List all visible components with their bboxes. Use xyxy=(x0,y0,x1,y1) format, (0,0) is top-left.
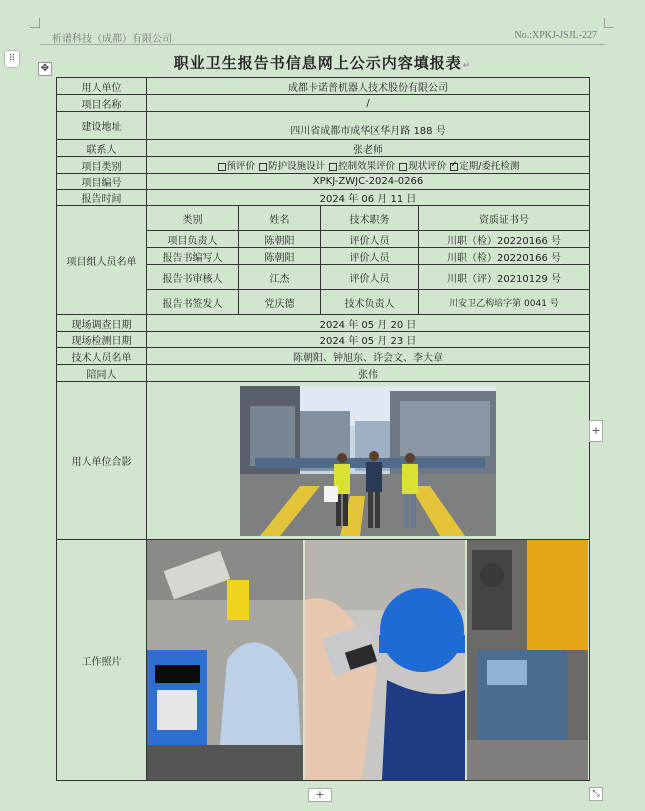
table-row xyxy=(57,112,590,140)
table-row xyxy=(57,382,590,540)
table-row xyxy=(57,315,590,332)
page-title xyxy=(0,52,645,73)
group-photo-label: 用人单位合影 xyxy=(57,382,147,540)
report-time-label: 报告时间 xyxy=(57,190,147,206)
team-cell[interactable]: 江杰 xyxy=(239,265,321,290)
team-cell[interactable]: 川安卫乙构培字第 0041 号 xyxy=(419,290,590,315)
table-resize-icon[interactable]: ⤡ xyxy=(589,787,603,801)
table-row xyxy=(57,365,590,382)
team-cell[interactable]: 报告书编写人 xyxy=(147,248,239,265)
work-photos[interactable] xyxy=(147,540,588,780)
checkbox-control-effect[interactable] xyxy=(329,163,337,171)
address-text: 四川省成都市成华区华月路 188 号 xyxy=(290,126,446,137)
project-name-value[interactable]: / xyxy=(147,95,590,112)
header-divider xyxy=(40,44,605,45)
header-doc-no: No.:XPKJ-JSJL-227 xyxy=(514,30,597,41)
team-cell[interactable]: 评价人员 xyxy=(321,265,419,290)
work-photo-1 xyxy=(147,540,303,780)
corner-mark-top-right xyxy=(604,18,614,28)
team-cell[interactable]: 报告书审核人 xyxy=(147,265,239,290)
test-date-label: 现场检测日期 xyxy=(57,332,147,348)
team-header-name: 姓名 xyxy=(239,206,321,231)
table-row xyxy=(57,157,590,174)
project-name-label: 项目名称 xyxy=(57,95,147,112)
work-photo-cell xyxy=(147,540,590,781)
option-periodic-test: 定期/委托检测 xyxy=(459,161,520,172)
team-cell[interactable]: 项目负责人 xyxy=(147,231,239,248)
option-pre-evaluation: 预评价 xyxy=(226,161,256,172)
checkbox-pre-evaluation[interactable] xyxy=(218,163,226,171)
tech-staff-value[interactable]: 陈朝阳、钟旭东、许会文、李大章 xyxy=(147,348,590,365)
team-cell[interactable]: 评价人员 xyxy=(321,248,419,265)
team-cell[interactable]: 川职（检）20220166 号 xyxy=(419,231,590,248)
table-row xyxy=(57,78,590,95)
employer-label: 用人单位 xyxy=(57,78,147,95)
project-no-value[interactable]: XPKJ-ZWJC-2024-0266 xyxy=(147,174,590,190)
project-no-label: 项目编号 xyxy=(57,174,147,190)
survey-date-label: 现场调查日期 xyxy=(57,315,147,332)
category-options xyxy=(147,157,590,174)
address-label: 建设地址 xyxy=(57,112,147,140)
team-cell[interactable]: 技术负责人 xyxy=(321,290,419,315)
header-company: 析谱科技（成都）有限公司 xyxy=(52,34,172,45)
corner-mark-top-left xyxy=(30,18,40,28)
accompany-label: 陪同人 xyxy=(57,365,147,382)
work-photo-3 xyxy=(467,540,588,780)
table-row xyxy=(57,174,590,190)
info-table xyxy=(56,77,590,781)
team-cell[interactable]: 报告书签发人 xyxy=(147,290,239,315)
option-control-effect: 控制效果评价 xyxy=(338,161,396,172)
table-row xyxy=(57,140,590,157)
drag-handle-icon[interactable]: ⠿ xyxy=(4,50,20,68)
option-status-evaluation: 现状评价 xyxy=(408,161,447,172)
team-cell[interactable]: 党庆德 xyxy=(239,290,321,315)
category-label: 项目类别 xyxy=(57,157,147,174)
checkbox-periodic-test[interactable] xyxy=(450,163,458,171)
team-header-title: 技术职务 xyxy=(321,206,419,231)
team-header-cert: 资质证书号 xyxy=(419,206,590,231)
team-cell[interactable]: 川职（检）20220166 号 xyxy=(419,248,590,265)
accompany-value[interactable]: 张伟 xyxy=(147,365,590,382)
table-move-icon[interactable]: ✥ xyxy=(38,62,52,76)
table-row xyxy=(57,332,590,348)
checkbox-status-evaluation[interactable] xyxy=(399,163,407,171)
contact-label: 联系人 xyxy=(57,140,147,157)
address-value[interactable] xyxy=(147,112,590,140)
option-protection-design: 防护设施设计 xyxy=(268,161,326,172)
table-row xyxy=(57,95,590,112)
report-time-value[interactable]: 2024 年 06 月 11 日 xyxy=(147,190,590,206)
paragraph-mark: ↵ xyxy=(462,61,472,71)
table-row xyxy=(57,540,590,781)
team-label: 项目组人员名单 xyxy=(57,206,147,315)
survey-date-value[interactable]: 2024 年 05 月 20 日 xyxy=(147,315,590,332)
checkbox-protection-design[interactable] xyxy=(259,163,267,171)
work-photo-2 xyxy=(305,540,465,780)
team-cell[interactable]: 川职（评）20210129 号 xyxy=(419,265,590,290)
work-photo-label: 工作照片 xyxy=(57,540,147,781)
team-header-category: 类别 xyxy=(147,206,239,231)
tech-staff-label: 技术人员名单 xyxy=(57,348,147,365)
team-cell[interactable]: 评价人员 xyxy=(321,231,419,248)
team-cell[interactable]: 陈朝阳 xyxy=(239,231,321,248)
group-photo[interactable] xyxy=(240,386,496,536)
add-row-icon[interactable]: + xyxy=(308,788,332,802)
employer-value[interactable]: 成都卡诺普机器人技术股份有限公司 xyxy=(147,78,590,95)
add-column-icon[interactable]: + xyxy=(589,420,603,442)
group-photo-cell xyxy=(147,382,590,540)
team-cell[interactable]: 陈朝阳 xyxy=(239,248,321,265)
contact-value[interactable]: 张老师 xyxy=(147,140,590,157)
table-row xyxy=(57,348,590,365)
table-row xyxy=(57,206,590,231)
page-title-text: 职业卫生报告书信息网上公示内容填报表 xyxy=(173,54,462,72)
test-date-value[interactable]: 2024 年 05 月 23 日 xyxy=(147,332,590,348)
table-row xyxy=(57,190,590,206)
